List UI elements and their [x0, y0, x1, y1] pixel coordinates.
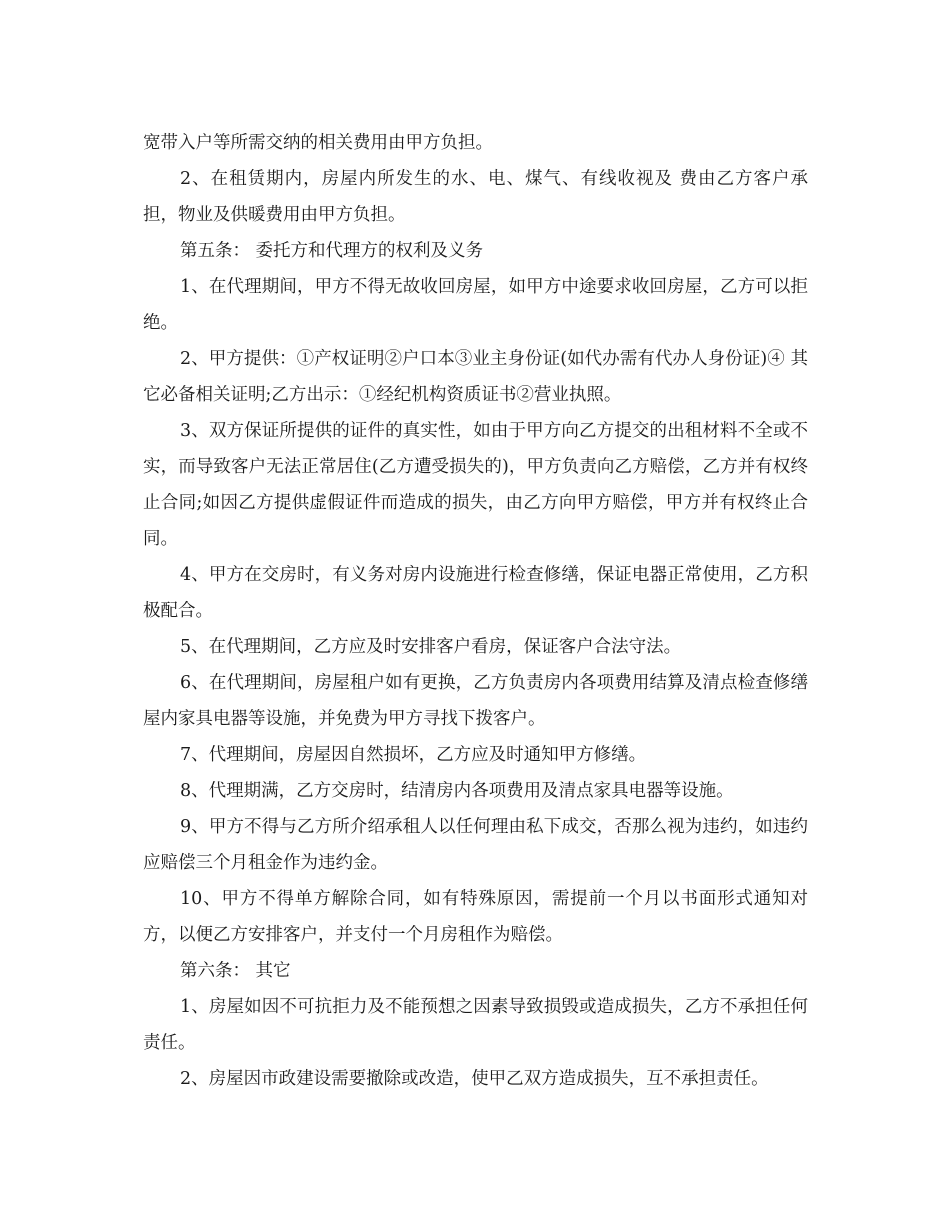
paragraph-clause-5-item-6: 6、在代理期间，房屋租户如有更换，乙方负责房内各项费用结算及清点检查修缮屋内家具电器等设施，并免费为甲方寻找下拨客户。 [143, 673, 808, 729]
section-heading-article-5: 第五条： 委托方和代理方的权利及义务 [180, 241, 484, 261]
paragraph-clause-5-item-2: 2、甲方提供：①产权证明②户口本③业主身份证(如代办需有代办人身份证)④ 其它必备相关证明;乙方出示：①经纪机构资质证书②营业执照。 [143, 349, 808, 405]
paragraph-clause-5-item-3: 3、双方保证所提供的证件的真实性，如由于甲方向乙方提交的出租材料不全或不实，而导致客户无法正常居住(乙方遭受损失的)，甲方负责向乙方赔偿，乙方并有权终止合同;如因乙方提供虚假证件而造成的损失，由乙方向甲方赔偿，甲方并有权终止合同。 [143, 421, 808, 549]
paragraph-clause-5-item-8: 8、代理期满，乙方交房时，结清房内各项费用及清点家具电器等设施。 [180, 781, 734, 801]
paragraph-clause-5-item-7: 7、代理期间，房屋因自然损坏，乙方应及时通知甲方修缮。 [180, 745, 647, 765]
document-body [143, 125, 808, 1097]
paragraph-clause-5-item-4: 4、甲方在交房时，有义务对房内设施进行检查修缮，保证电器正常使用，乙方积极配合。 [143, 565, 808, 621]
paragraph-clause-5-item-10: 10、甲方不得单方解除合同，如有特殊原因，需提前一个月以书面形式通知对方，以便乙方安排客户，并支付一个月房租作为赔偿。 [143, 889, 808, 945]
paragraph-clause-6-item-1: 1、房屋如因不可抗拒力及不能预想之因素导致损毁或造成损失，乙方不承担任何责任。 [143, 997, 808, 1053]
paragraph-clause-4-item-2: 2、在租赁期内，房屋内所发生的水、电、煤气、有线收视及 费由乙方客户承担，物业及供暖费用由甲方负担。 [143, 169, 808, 225]
paragraph-clause-5-item-1: 1、在代理期间，甲方不得无故收回房屋，如甲方中途要求收回房屋，乙方可以拒绝。 [143, 277, 808, 333]
section-heading-article-6: 第六条： 其它 [180, 961, 291, 981]
paragraph-clause-5-item-5: 5、在代理期间，乙方应及时安排客户看房，保证客户合法守法。 [180, 637, 682, 657]
paragraph-continuation: 宽带入户等所需交纳的相关费用由甲方负担。 [143, 133, 493, 153]
paragraph-clause-6-item-2: 2、房屋因市政建设需要撤除或改造，使甲乙双方造成损失，互不承担责任。 [180, 1069, 769, 1089]
paragraph-clause-5-item-9: 9、甲方不得与乙方所介绍承租人以任何理由私下成交，否那么视为违约，如违约应赔偿三个月租金作为违约金。 [143, 817, 808, 873]
